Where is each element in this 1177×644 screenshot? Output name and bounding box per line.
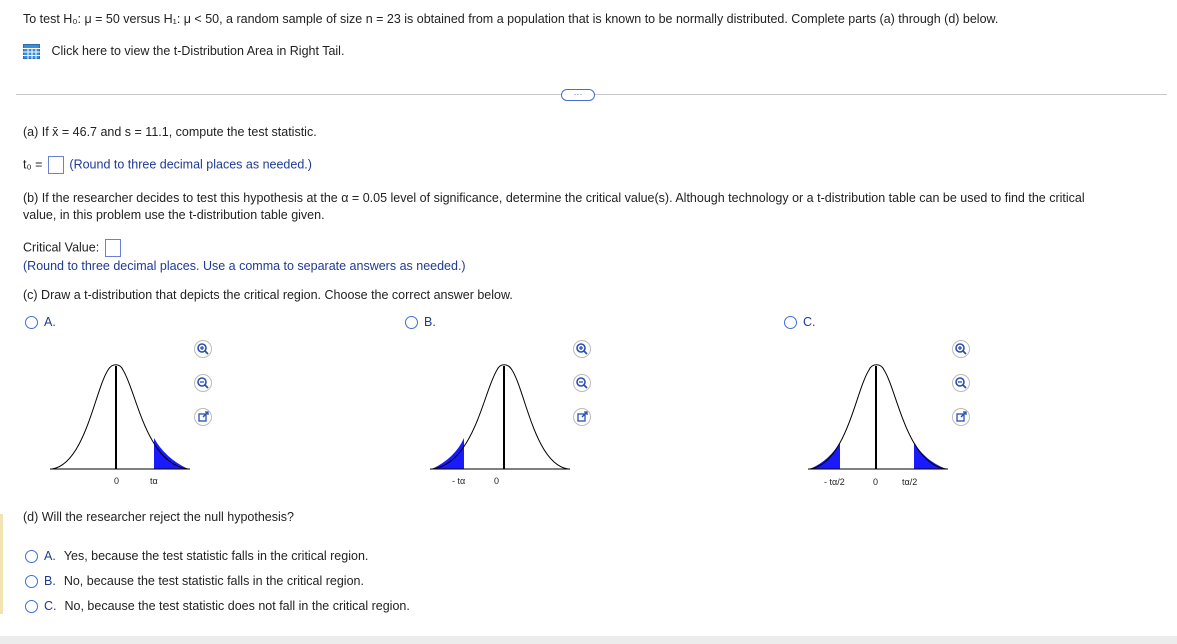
graph-c-right-tail (914, 442, 946, 469)
graph-b-tick-0: 0 (494, 476, 500, 486)
radio-c-b[interactable] (405, 316, 418, 329)
graph-c-curve (810, 365, 946, 469)
table-link-text[interactable]: Click here to view the t-Distribution Area in Right Tail. (51, 44, 345, 58)
zoom-in-icon[interactable] (194, 340, 212, 358)
problem-intro: To test H₀: μ = 50 versus H₁: μ < 50, a random sample of size n = 23 is obtained from a population that is known to be normally distributed. Complete parts (a) through (d) below. (23, 12, 999, 26)
graph-b-tick-t: - tα (452, 476, 466, 486)
part-d-prompt: (d) Will the researcher reject the null hypothesis? (23, 510, 294, 524)
popout-icon[interactable] (573, 408, 591, 426)
option-d-c-letter: C. (44, 599, 57, 613)
t0-input[interactable] (48, 156, 64, 174)
popout-icon[interactable] (194, 408, 212, 426)
part-b-hint: (Round to three decimal places. Use a comma to separate answers as needed.) (23, 259, 466, 273)
graph-c-tick-pos: tα/2 (902, 477, 918, 487)
critical-value-row (23, 239, 123, 257)
zoom-out-icon[interactable] (952, 374, 970, 392)
option-d-c-text: No, because the test statistic does not fall in the critical region. (64, 599, 410, 613)
radio-c-c[interactable] (784, 316, 797, 329)
option-d-c[interactable] (25, 599, 410, 613)
graph-a-right-tail (154, 438, 188, 469)
table-link[interactable] (23, 44, 344, 59)
critical-value-input[interactable] (105, 239, 121, 257)
graph-a-curve (52, 365, 188, 469)
table-icon (23, 44, 40, 59)
t0-label: t₀ = (23, 157, 43, 172)
graph-a-tick-0: 0 (114, 476, 120, 486)
expand-button[interactable]: ··· (561, 89, 595, 101)
part-a-answer-row (23, 156, 312, 174)
question-marker (0, 514, 3, 614)
option-c-a[interactable] (25, 315, 56, 329)
radio-d-b[interactable] (25, 575, 38, 588)
bottom-bar (0, 636, 1177, 644)
zoom-out-icon[interactable] (194, 374, 212, 392)
graph-c-left-tail (810, 442, 840, 469)
part-a-prompt: (a) If x̄ = 46.7 and s = 11.1, compute the test statistic. (23, 125, 317, 139)
zoom-in-icon[interactable] (573, 340, 591, 358)
option-c-a-label: A. (44, 315, 56, 329)
radio-c-a[interactable] (25, 316, 38, 329)
graph-c-tick-neg: - tα/2 (824, 477, 845, 487)
popout-icon[interactable] (952, 408, 970, 426)
option-d-a-text: Yes, because the test statistic falls in the critical region. (63, 549, 369, 563)
graph-a-tick-t: tα (150, 476, 158, 486)
part-b-prompt-line2: value, in this problem use the t-distribution table given. (23, 208, 325, 222)
option-d-a[interactable] (25, 549, 368, 563)
radio-d-a[interactable] (25, 550, 38, 563)
part-a-hint: (Round to three decimal places as needed.) (69, 157, 312, 172)
graph-c (808, 360, 948, 475)
option-d-b-text: No, because the test statistic falls in the critical region. (63, 574, 364, 588)
graph-a (50, 360, 190, 475)
option-c-b[interactable] (405, 315, 436, 329)
part-b-prompt-line1: (b) If the researcher decides to test this hypothesis at the α = 0.05 level of significance, determine the critical value(s). Although technology or a t-distribution table can be used to find the critical (23, 191, 1085, 205)
option-d-b[interactable] (25, 574, 364, 588)
graph-c-tick-0: 0 (873, 477, 879, 487)
part-c-prompt: (c) Draw a t-distribution that depicts the critical region. Choose the correct answer below. (23, 288, 513, 302)
critical-value-label: Critical Value: (23, 240, 100, 255)
graph-b-curve (432, 365, 568, 469)
option-c-b-label: B. (424, 315, 436, 329)
zoom-out-icon[interactable] (573, 374, 591, 392)
option-d-b-letter: B. (44, 574, 56, 588)
option-c-c-label: C. (803, 315, 816, 329)
option-c-c[interactable] (784, 315, 816, 329)
option-d-a-letter: A. (44, 549, 56, 563)
graph-b (430, 360, 570, 475)
zoom-in-icon[interactable] (952, 340, 970, 358)
radio-d-c[interactable] (25, 600, 38, 613)
